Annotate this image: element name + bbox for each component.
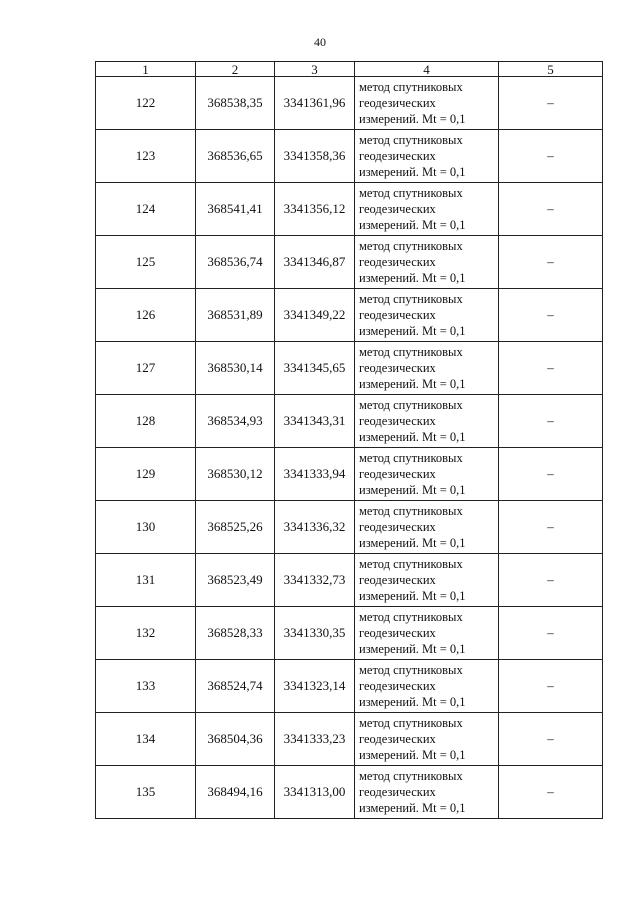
note-cell: –	[499, 607, 603, 660]
point-number-cell: 128	[96, 395, 196, 448]
point-number-cell: 133	[96, 660, 196, 713]
table-row	[96, 395, 603, 448]
method-line: геодезических	[359, 785, 436, 799]
note-cell: –	[499, 448, 603, 501]
table-row	[96, 501, 603, 554]
method-line: измерений. Mt = 0,1	[359, 324, 466, 338]
note-cell: –	[499, 77, 603, 130]
method-line: геодезических	[359, 679, 436, 693]
method-line: геодезических	[359, 361, 436, 375]
point-number-cell: 126	[96, 289, 196, 342]
method-line: геодезических	[359, 573, 436, 587]
header-col-5: 5	[499, 62, 603, 77]
x-coordinate-cell: 368530,12	[196, 448, 275, 501]
method-line: измерений. Mt = 0,1	[359, 112, 466, 126]
method-line: геодезических	[359, 732, 436, 746]
method-cell	[355, 395, 499, 448]
header-col-2: 2	[196, 62, 275, 77]
method-line: геодезических	[359, 149, 436, 163]
method-cell	[355, 289, 499, 342]
method-line: геодезических	[359, 414, 436, 428]
point-number-cell: 134	[96, 713, 196, 766]
method-cell	[355, 607, 499, 660]
method-line: метод спутниковых	[359, 292, 463, 306]
note-cell: –	[499, 236, 603, 289]
method-line: метод спутниковых	[359, 663, 463, 677]
method-line: метод спутниковых	[359, 504, 463, 518]
x-coordinate-cell: 368536,65	[196, 130, 275, 183]
method-line: геодезических	[359, 626, 436, 640]
x-coordinate-cell: 368525,26	[196, 501, 275, 554]
method-cell	[355, 713, 499, 766]
note-cell: –	[499, 501, 603, 554]
note-cell: –	[499, 766, 603, 819]
method-line: метод спутниковых	[359, 557, 463, 571]
y-coordinate-cell: 3341349,22	[275, 289, 355, 342]
table-body	[96, 77, 603, 819]
note-cell: –	[499, 183, 603, 236]
x-coordinate-cell: 368528,33	[196, 607, 275, 660]
y-coordinate-cell: 3341346,87	[275, 236, 355, 289]
y-coordinate-cell: 3341356,12	[275, 183, 355, 236]
method-line: измерений. Mt = 0,1	[359, 642, 466, 656]
x-coordinate-cell: 368536,74	[196, 236, 275, 289]
method-line: измерений. Mt = 0,1	[359, 695, 466, 709]
page-number: 40	[314, 35, 326, 49]
table-row	[96, 607, 603, 660]
point-number-cell: 135	[96, 766, 196, 819]
header-row	[96, 62, 603, 77]
x-coordinate-cell: 368530,14	[196, 342, 275, 395]
method-cell	[355, 342, 499, 395]
note-cell: –	[499, 713, 603, 766]
point-number-cell: 125	[96, 236, 196, 289]
table-row	[96, 183, 603, 236]
method-line: измерений. Mt = 0,1	[359, 801, 466, 815]
header-col-4: 4	[355, 62, 499, 77]
method-line: измерений. Mt = 0,1	[359, 536, 466, 550]
method-line: геодезических	[359, 467, 436, 481]
note-cell: –	[499, 342, 603, 395]
x-coordinate-cell: 368494,16	[196, 766, 275, 819]
point-number-cell: 122	[96, 77, 196, 130]
header-col-1: 1	[96, 62, 196, 77]
y-coordinate-cell: 3341330,35	[275, 607, 355, 660]
method-cell	[355, 501, 499, 554]
coordinates-table	[95, 61, 603, 819]
method-cell	[355, 130, 499, 183]
method-line: измерений. Mt = 0,1	[359, 748, 466, 762]
method-cell	[355, 554, 499, 607]
method-line: измерений. Mt = 0,1	[359, 377, 466, 391]
method-cell	[355, 448, 499, 501]
header-col-3: 3	[275, 62, 355, 77]
point-number-cell: 131	[96, 554, 196, 607]
method-cell	[355, 766, 499, 819]
table-row	[96, 130, 603, 183]
method-line: измерений. Mt = 0,1	[359, 483, 466, 497]
y-coordinate-cell: 3341343,31	[275, 395, 355, 448]
method-line: геодезических	[359, 520, 436, 534]
method-line: метод спутниковых	[359, 133, 463, 147]
method-line: метод спутниковых	[359, 398, 463, 412]
method-line: геодезических	[359, 202, 436, 216]
method-line: метод спутниковых	[359, 80, 463, 94]
y-coordinate-cell: 3341336,32	[275, 501, 355, 554]
method-line: геодезических	[359, 96, 436, 110]
y-coordinate-cell: 3341323,14	[275, 660, 355, 713]
x-coordinate-cell: 368541,41	[196, 183, 275, 236]
table-row	[96, 713, 603, 766]
x-coordinate-cell: 368534,93	[196, 395, 275, 448]
note-cell: –	[499, 130, 603, 183]
note-cell: –	[499, 554, 603, 607]
y-coordinate-cell: 3341345,65	[275, 342, 355, 395]
method-line: метод спутниковых	[359, 345, 463, 359]
table-row	[96, 342, 603, 395]
method-cell	[355, 660, 499, 713]
y-coordinate-cell: 3341333,94	[275, 448, 355, 501]
x-coordinate-cell: 368504,36	[196, 713, 275, 766]
method-line: метод спутниковых	[359, 716, 463, 730]
x-coordinate-cell: 368531,89	[196, 289, 275, 342]
method-line: метод спутниковых	[359, 239, 463, 253]
method-line: измерений. Mt = 0,1	[359, 589, 466, 603]
table-row	[96, 554, 603, 607]
point-number-cell: 130	[96, 501, 196, 554]
table-row	[96, 766, 603, 819]
point-number-cell: 123	[96, 130, 196, 183]
point-number-cell: 129	[96, 448, 196, 501]
table-row	[96, 77, 603, 130]
method-line: метод спутниковых	[359, 186, 463, 200]
x-coordinate-cell: 368523,49	[196, 554, 275, 607]
method-line: метод спутниковых	[359, 610, 463, 624]
y-coordinate-cell: 3341313,00	[275, 766, 355, 819]
method-line: метод спутниковых	[359, 451, 463, 465]
point-number-cell: 132	[96, 607, 196, 660]
point-number-cell: 124	[96, 183, 196, 236]
table-row	[96, 448, 603, 501]
note-cell: –	[499, 395, 603, 448]
method-line: измерений. Mt = 0,1	[359, 165, 466, 179]
y-coordinate-cell: 3341358,36	[275, 130, 355, 183]
method-line: геодезических	[359, 308, 436, 322]
y-coordinate-cell: 3341361,96	[275, 77, 355, 130]
table-row	[96, 236, 603, 289]
method-line: метод спутниковых	[359, 769, 463, 783]
table-row	[96, 289, 603, 342]
y-coordinate-cell: 3341332,73	[275, 554, 355, 607]
method-cell	[355, 236, 499, 289]
note-cell: –	[499, 660, 603, 713]
x-coordinate-cell: 368538,35	[196, 77, 275, 130]
method-line: геодезических	[359, 255, 436, 269]
table-row	[96, 660, 603, 713]
method-cell	[355, 77, 499, 130]
note-cell: –	[499, 289, 603, 342]
x-coordinate-cell: 368524,74	[196, 660, 275, 713]
point-number-cell: 127	[96, 342, 196, 395]
method-line: измерений. Mt = 0,1	[359, 430, 466, 444]
method-line: измерений. Mt = 0,1	[359, 271, 466, 285]
y-coordinate-cell: 3341333,23	[275, 713, 355, 766]
method-line: измерений. Mt = 0,1	[359, 218, 466, 232]
method-cell	[355, 183, 499, 236]
